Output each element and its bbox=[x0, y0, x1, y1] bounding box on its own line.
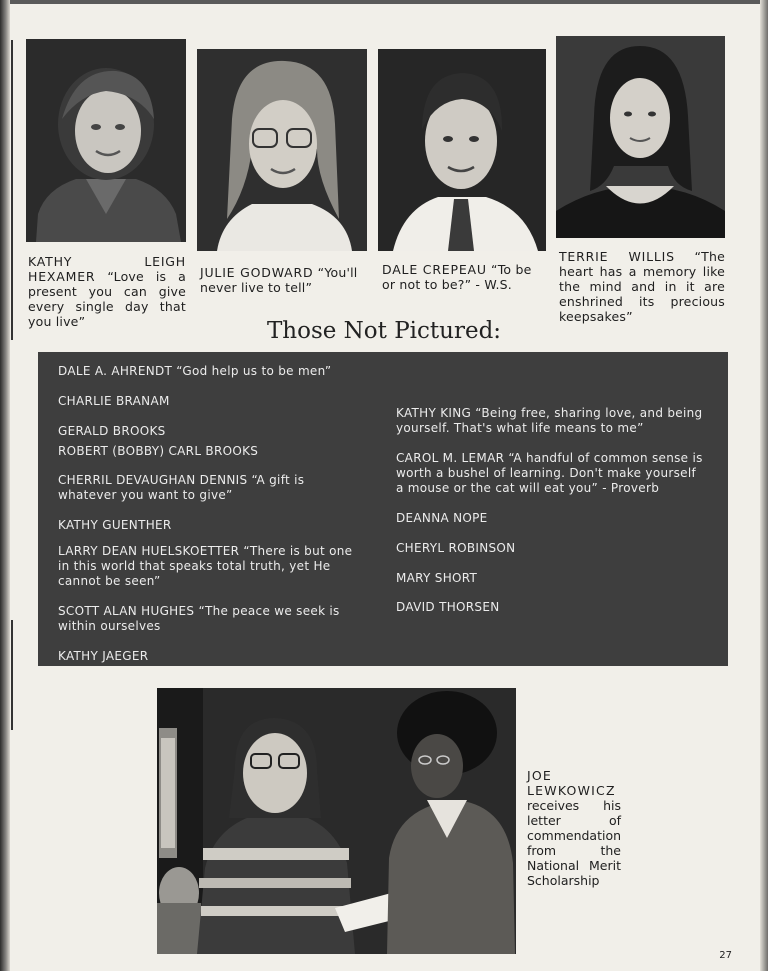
caption-terrie-willis bbox=[559, 249, 725, 324]
not-pictured-entry bbox=[58, 649, 368, 664]
student-name: JULIE GODWARD bbox=[200, 265, 314, 280]
caption-dale-crepeau bbox=[382, 262, 548, 292]
not-pictured-heading: Those Not Pictured: bbox=[266, 318, 502, 344]
entry-name: CHERYL ROBINSON bbox=[396, 541, 516, 555]
not-pictured-entry bbox=[58, 424, 368, 439]
not-pictured-entry bbox=[58, 544, 366, 589]
feature-photo-commendation bbox=[157, 688, 516, 954]
entry-name: LARRY DEAN HUELSKOETTER bbox=[58, 544, 240, 558]
student-quote: “The heart has a memory like the mind and in it are enshrined its precious keepsakes” bbox=[559, 249, 725, 324]
portrait-dale-crepeau bbox=[378, 49, 546, 251]
spine-mark bbox=[11, 40, 13, 340]
page-edge-right bbox=[760, 0, 768, 971]
not-pictured-entry bbox=[396, 571, 704, 586]
feature-photo-caption bbox=[527, 768, 621, 888]
student-name: KATHY LEIGH HEXAMER bbox=[28, 254, 186, 284]
not-pictured-entry bbox=[58, 473, 366, 503]
entry-name: KATHY GUENTHER bbox=[58, 518, 172, 532]
not-pictured-entry bbox=[396, 541, 704, 556]
not-pictured-entry bbox=[58, 444, 368, 459]
entry-quote: “The peace we seek is within ourselves bbox=[58, 604, 340, 633]
not-pictured-entry bbox=[396, 451, 704, 496]
not-pictured-entry bbox=[396, 600, 704, 615]
entry-name: SCOTT ALAN HUGHES bbox=[58, 604, 195, 618]
not-pictured-entry bbox=[58, 394, 368, 409]
entry-name: MARY SHORT bbox=[396, 571, 478, 585]
student-name: DALE CREPEAU bbox=[382, 262, 487, 277]
not-pictured-entry bbox=[58, 518, 368, 533]
entry-name: ROBERT (BOBBY) CARL BROOKS bbox=[58, 444, 259, 458]
entry-quote: “A handful of common sense is worth a bushel of learning. Don't make yourself a mouse or the cat will eat you” - Proverb bbox=[396, 451, 703, 495]
entry-name: CAROL M. LEMAR bbox=[396, 451, 505, 465]
portrait-terrie-willis bbox=[556, 36, 725, 238]
caption-name: JOE LEWKOWICZ bbox=[527, 768, 616, 798]
student-name: TERRIE WILLIS bbox=[559, 249, 675, 264]
not-pictured-entry bbox=[58, 364, 368, 379]
student-quote: “Love is a present you can give every single day that you live” bbox=[28, 269, 186, 329]
entry-quote: “Being free, sharing love, and being yourself. That's what life means to me” bbox=[396, 406, 703, 435]
not-pictured-panel bbox=[38, 352, 728, 666]
spine-mark bbox=[11, 620, 13, 730]
entry-name: GERALD BROOKS bbox=[58, 424, 166, 438]
page-edge-top bbox=[0, 0, 768, 4]
not-pictured-entry bbox=[396, 511, 704, 526]
student-quote: “To be or not to be?” - W.S. bbox=[382, 262, 532, 292]
portrait-kathy-hexamer bbox=[26, 39, 186, 242]
entry-name: CHARLIE BRANAM bbox=[58, 394, 170, 408]
entry-name: DAVID THORSEN bbox=[396, 600, 500, 614]
entry-quote: “There is but one in this world that speaks total truth, yet He cannot be seen” bbox=[58, 544, 353, 588]
entry-name: KATHY KING bbox=[396, 406, 472, 420]
not-pictured-entry bbox=[396, 406, 704, 436]
page-edge-left bbox=[0, 0, 10, 971]
caption-text: receives his letter of commendation from the National Merit Scholarship bbox=[527, 798, 622, 888]
entry-quote: “A gift is whatever you want to give” bbox=[58, 473, 305, 502]
page-number: 27 bbox=[719, 950, 732, 961]
entry-quote: “God help us to be men” bbox=[176, 364, 332, 378]
entry-name: CHERRIL DEVAUGHAN DENNIS bbox=[58, 473, 248, 487]
caption-julie-godward bbox=[200, 265, 368, 295]
not-pictured-entry bbox=[58, 604, 366, 634]
entry-name: KATHY JAEGER bbox=[58, 649, 149, 663]
entry-name: DALE A. AHRENDT bbox=[58, 364, 173, 378]
portrait-julie-godward bbox=[197, 49, 367, 251]
student-quote: “You'll never live to tell” bbox=[200, 265, 358, 295]
entry-name: DEANNA NOPE bbox=[396, 511, 488, 525]
